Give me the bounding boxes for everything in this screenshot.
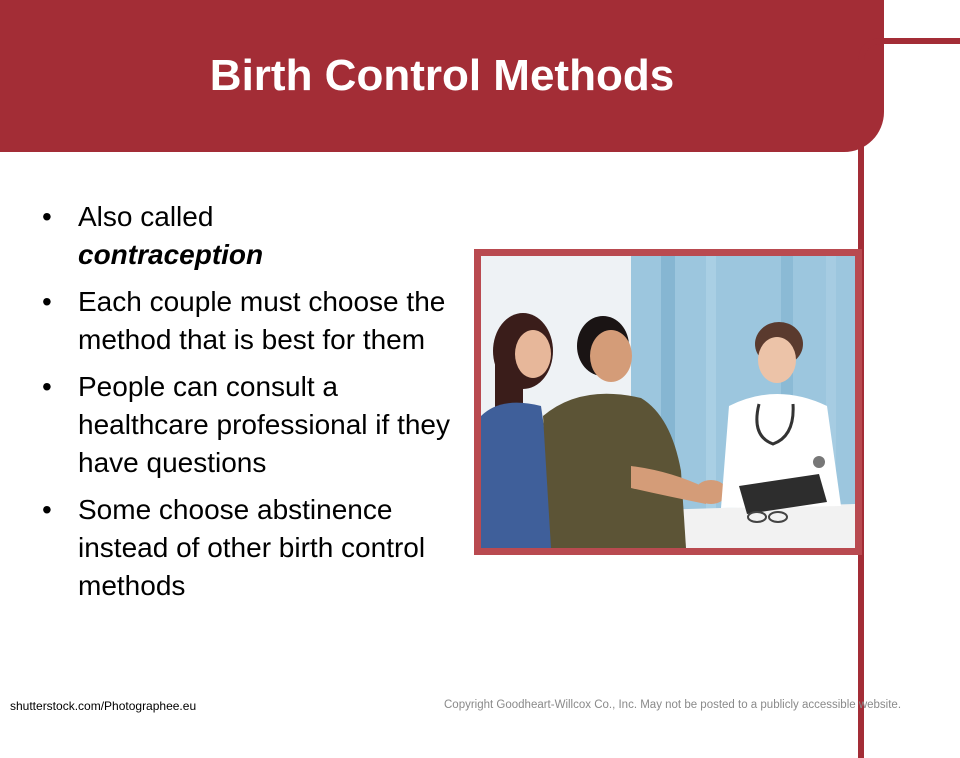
- bullet-marker: •: [42, 371, 52, 402]
- bullet-text: Some choose abstinence instead of other birth control methods: [78, 494, 426, 601]
- decorative-frame-line: [858, 38, 960, 758]
- bullet-marker: •: [42, 494, 52, 525]
- bullet-emphasis: contraception: [78, 239, 264, 270]
- bullet-list: [40, 198, 450, 614]
- slide-title: Birth Control Methods: [209, 51, 675, 100]
- bullet-item: [40, 368, 450, 482]
- consultation-photo: [474, 249, 862, 555]
- bullet-marker: •: [42, 286, 52, 317]
- bullet-text: Also called: [78, 201, 214, 232]
- bullet-text: Each couple must choose the method that is best for them: [78, 286, 446, 355]
- bullet-text: People can consult a healthcare professional if they have questions: [78, 371, 450, 478]
- consultation-photo-illustration: [481, 256, 855, 548]
- copyright-notice: Copyright Goodheart-Willcox Co., Inc. May not be posted to a publicly accessible website.: [444, 699, 902, 711]
- bullet-item: [40, 198, 450, 274]
- bullet-item: [40, 491, 450, 605]
- bullet-marker: •: [42, 201, 52, 232]
- image-credit: shutterstock.com/Photographee.eu: [10, 699, 197, 713]
- bullet-item: [40, 283, 450, 359]
